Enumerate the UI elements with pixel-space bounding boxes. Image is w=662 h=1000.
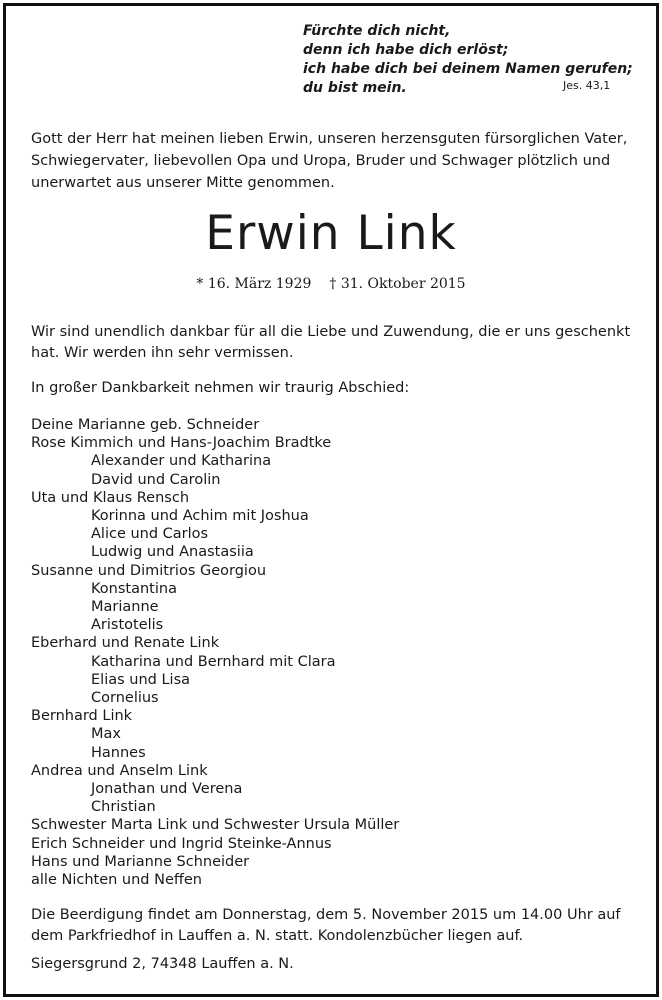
intro-paragraph [31,128,631,194]
mourner-grandchild: Konstantina [91,580,177,597]
mourner-grandchild: Ludwig und Anastasiia [91,544,254,561]
thanks-paragraph [31,322,641,364]
verse-line: du bist mein. [303,80,407,96]
mourner-entry: Rose Kimmich und Hans-Joachim Bradtke [31,435,332,452]
mourner-grandchild: Katharina und Bernhard mit Clara [91,653,336,670]
mourner-grandchild: Marianne [91,599,159,616]
deceased-name: Erwin Link [205,206,457,261]
funeral-line: dem Parkfriedhof in Lauffen a. N. statt. Kondolenzbücher liegen auf. [31,928,524,944]
mourners-list [31,416,399,889]
verse-line: denn ich habe dich erlöst; [303,42,509,58]
mourner-grandchild: Korinna und Achim mit Joshua [91,508,309,525]
mourner-entry: Bernhard Link [31,708,133,725]
mourner-grandchild: Alice und Carlos [91,526,209,543]
mourner-grandchild: Cornelius [91,690,159,707]
mourner-grandchild: Christian [91,799,156,816]
mourner-entry: Uta und Klaus Rensch [31,489,190,506]
death-date: † 31. Oktober 2015 [329,276,466,292]
intro-line: unerwartet aus unserer Mitte genommen. [31,175,335,191]
mourner-entry: Schwester Marta Link und Schwester Ursula Müller [31,817,400,834]
funeral-info [31,905,621,947]
mourner-entry: Eberhard und Renate Link [31,635,220,652]
mourner-grandchild: Hannes [91,744,146,761]
mourner-grandchild: Aristotelis [91,617,164,634]
mourner-entry: alle Nichten und Neffen [31,872,202,889]
intro-line: Schwiegervater, liebevollen Opa und Uropa, Bruder und Schwager plötzlich und [31,153,611,169]
mourner-grandchild: Max [91,726,121,743]
verse-line: Fürchte dich nicht, [303,23,451,39]
mourner-entry: Susanne und Dimitrios Georgiou [31,562,267,579]
mourner-entry: Andrea und Anselm Link [31,762,208,779]
family-address: Siegersgrund 2, 74348 Lauffen a. N. [31,956,294,972]
life-dates [0,274,662,294]
mourner-entry: Hans und Marianne Schneider [31,853,250,870]
thanks-line: hat. Wir werden ihn sehr vermissen. [31,345,294,361]
mourner-grandchild: Jonathan und Verena [91,781,243,798]
mourner-entry: Deine Marianne geb. Schneider [31,417,260,433]
mourner-grandchild: Alexander und Katharina [91,453,272,470]
thanks-line: Wir sind unendlich dankbar für all die Liebe und Zuwendung, die er uns geschenkt [31,324,631,340]
intro-line: Gott der Herr hat meinen lieben Erwin, unseren herzensguten fürsorglichen Vater, [31,131,628,147]
farewell-line: In großer Dankbarkeit nehmen wir traurig Abschied: [31,380,410,396]
birth-date: * 16. März 1929 [196,276,312,292]
mourner-grandchild: David und Carolin [91,471,221,488]
mourner-grandchild: Elias und Lisa [91,671,191,688]
funeral-line: Die Beerdigung findet am Donnerstag, dem 5. November 2015 um 14.00 Uhr auf [31,907,621,923]
verse-line: ich habe dich bei deinem Namen gerufen; [303,61,633,77]
mourner-entry: Erich Schneider und Ingrid Steinke-Annus [31,835,332,852]
verse-reference: Jes. 43,1 [563,79,611,92]
